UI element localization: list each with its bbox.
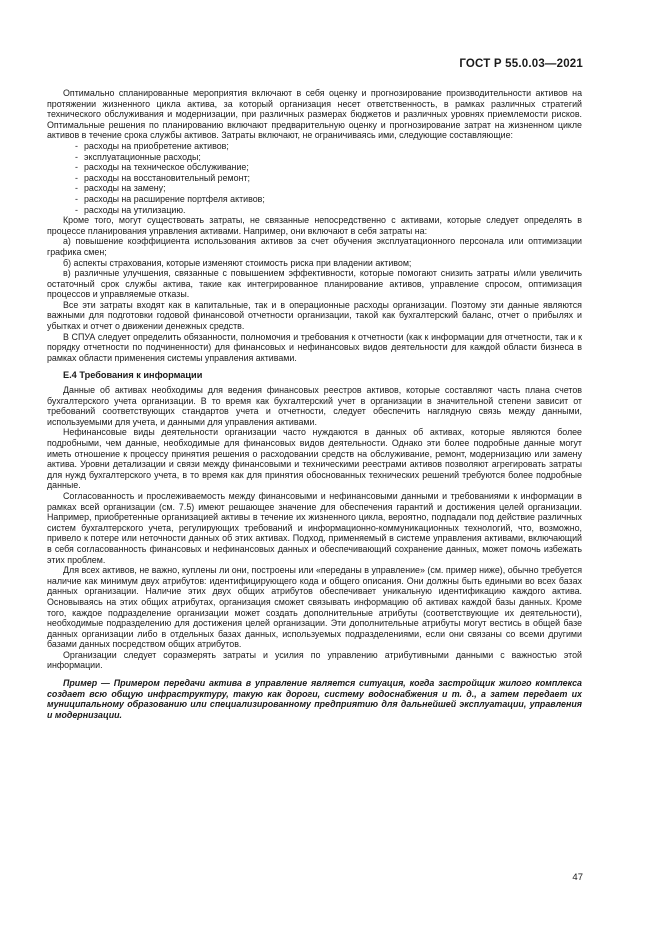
intro-paragraph-2: Кроме того, могут существовать затраты, не связанные непосредственно с активами, которые следует определять в процессе планирования управления активами. Например, они включают в себя затраты на: xyxy=(47,215,582,236)
cost-components-list xyxy=(47,141,582,215)
intro-paragraph-a: а) повышение коэффициента использования активов за счет обучения эксплуатационного персонала или оптимизации графика смен; xyxy=(47,236,582,257)
intro-paragraph-6: Все эти затраты входят как в капитальные, так и в операционные расходы организации. Поэтому эти данные являются важными для подготовки годовой финансовой отчетности организации, такой как бухгалтерский баланс, отчет о прибылях и убытках и отчет о движении денежных средств. xyxy=(47,299,582,332)
intro-paragraph-1: Оптимально спланированные мероприятия включают в себя оценку и прогнозирование производительности активов на протяжении жизненного цикла актива, за который организация несет ответственность, в рамках различных стратегий технического обслуживания и модернизации, при различных размерах бюджетов и различных уровнях приемлемости рисков. Оптимальные решения по планированию включают предварительную оценку и прогнозирование затрат на жизненном цикле активов в течение срока службы активов. Затраты включают, не ограничиваясь ими, следующие составляющие: xyxy=(47,88,582,141)
page-content xyxy=(47,88,582,729)
list-item: - расходы на приобретение активов; xyxy=(75,141,582,152)
example-note: Пример — Примером передачи актива в управление является ситуация, когда застройщик жилого комплекса создает всю общую инфраструктуру, такую как дороги, систему водоснабжения и т. д., а затем передает их муниципальному образованию или специализированному предприятию для дальнейшей эксплуатации, управления и модернизации. xyxy=(47,678,582,720)
section-paragraph-5: Организации следует соразмерять затраты и усилия по управлению атрибутивными данными с важностью этой информации. xyxy=(47,649,582,671)
section-paragraph-1: Данные об активах необходимы для ведения финансовых реестров активов, которые составляют часть плана счетов бухгалтерского учета организации. В то время как бухгалтерский учет в организации в значительной степени зависит от требований соответствующих стандартов учета и отчетности, следует обеспечить наглядную связь между данными, используемыми для учета, и данными для управления активами. xyxy=(47,385,582,427)
list-item: - расходы на восстановительный ремонт; xyxy=(75,173,582,184)
intro-paragraph-b: б) аспекты страхования, которые изменяют стоимость риска при владении активом; xyxy=(63,257,412,268)
standard-number-header: ГОСТ Р 55.0.03—2021 xyxy=(459,58,583,70)
list-item: - расходы на утилизацию. xyxy=(75,205,582,216)
section-paragraph-3: Согласованность и прослеживаемость между финансовыми и нефинансовыми данными и требованиями к информации в рамках всей организации (см. 7.5) имеют решающее значение для обеспечения гарантий и достижения целей организации. Например, приобретенные организацией активы в течение их жизненного цикла, вероятно, подпадали под действие различных систем бухгалтерского учета, регулирующих требований и информационно-коммуникационных технологий, что, возможно, привело к потере или неточности данных об этих активах. Подход, применяемый в системе управления активами, включающий в себя согласованность финансовых и нефинансовых данных и обеспечивающий сохранение данных, может помочь избежать этих проблем. xyxy=(47,490,582,565)
intro-paragraph-c: в) различные улучшения, связанные с повышением эффективности, которые помогают снизить затраты и/или увеличить остаточный срок службы актива, такие как интегрированное планирование активов, управление спросом, оптимизация процессов и управляемые отказы. xyxy=(47,268,582,300)
section-paragraph-2: Нефинансовые виды деятельности организации часто нуждаются в данных об активах, которые являются более подробными, чем данные, необходимые для финансовых видов деятельности. Однако эти более подробные данные могут иметь отношение к процессу принятия решения о расходовании средств на обслуживание, ремонт, модернизацию или замену актива. Уровни детализации и связи между финансовыми и техническими реестрами активов позволяют агрегировать затраты для нужд бухгалтерского учета, в то время как для принятия обоснованных технических решений требуются более подробные данные. xyxy=(47,427,582,491)
list-item: - расходы на техническое обслуживание; xyxy=(75,162,582,173)
list-item: - эксплуатационные расходы; xyxy=(75,152,582,163)
page-number: 47 xyxy=(572,872,583,883)
intro-paragraph-7: В СПУА следует определить обязанности, полномочия и требования к отчетности (как к информации для отчетности, так и к порядку отчетности по подчиненности) для финансовых и нефинансовых видов деятельности для каждой области бизнеса в рамках области применения системы управления активами. xyxy=(47,331,582,363)
section-paragraph-4: Для всех активов, не важно, куплены ли они, построены или «переданы в управление» (см. пример ниже), обычно требуется наличие как минимум двух атрибутов: идентифицирующего кода и общего описания. Они должны быть едиными во всех базах данных организации. Наличие этих двух общих атрибутов обеспечивает уникальную идентификацию каждого актива. Основываясь на этих общих атрибутах, организация сможет связывать информацию об активах каждой базы данных. Кроме того, каждое подразделение организации может создать дополнительные атрибуты (соответствующие их деятельности), необходимые подразделению для достижения целей организации. Эти дополнительные атрибуты могут вестись в общей базе данных организации либо в отдельных базах данных, используемых подразделениями, если они связаны со всеми другими базами данных посредством общих атрибутов. xyxy=(47,565,582,650)
list-item: - расходы на замену; xyxy=(75,183,582,194)
list-item: - расходы на расширение портфеля активов; xyxy=(75,194,582,205)
section-heading: Е.4 Требования к информации xyxy=(63,370,203,381)
